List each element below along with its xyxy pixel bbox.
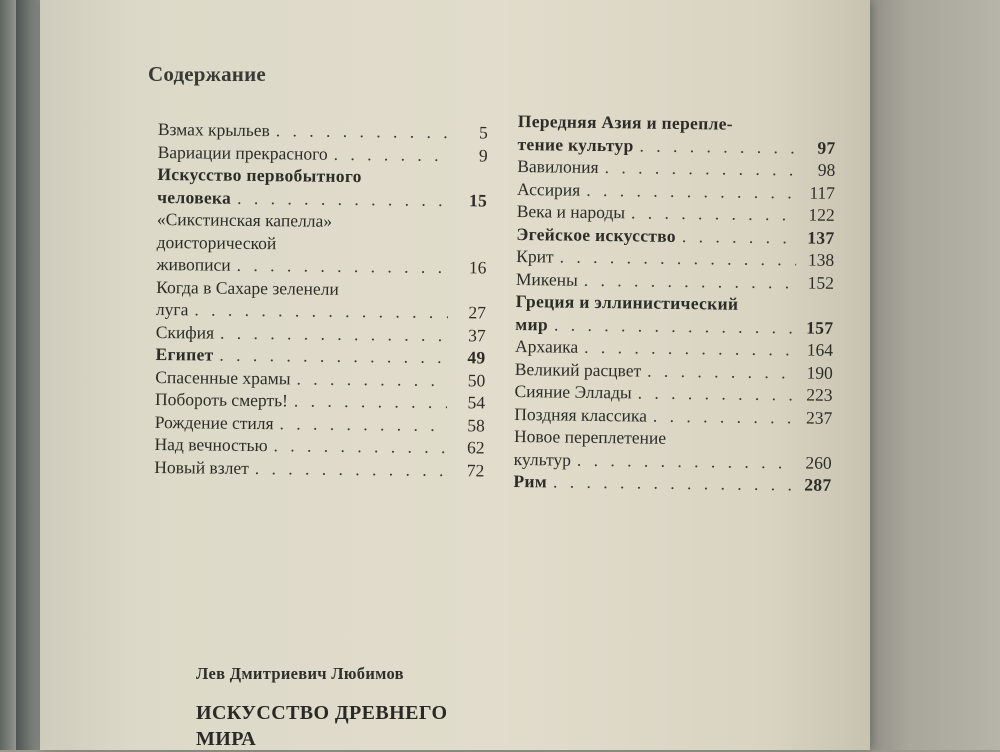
toc-page-number: 260	[805, 452, 832, 473]
toc-entry	[156, 208, 487, 279]
toc-line	[513, 470, 831, 496]
toc-entry-title: Рим	[513, 470, 548, 492]
toc-entry-title: Крит	[516, 245, 554, 267]
contents-heading: Содержание	[148, 62, 266, 86]
toc-page-number: 190	[806, 362, 833, 383]
toc-entry-title: Века и народы	[516, 200, 626, 223]
toc-entry-title: Когда в Сахаре зеленели	[156, 276, 339, 299]
dot-leader	[214, 321, 448, 346]
dot-leader	[578, 336, 795, 361]
toc-entry-title: Искусство первобытного	[157, 163, 362, 187]
toc-page-number: 72	[466, 459, 485, 480]
dot-leader	[554, 245, 797, 270]
toc-page-number: 223	[806, 384, 833, 405]
dot-leader	[267, 434, 446, 458]
dot-leader	[231, 186, 449, 211]
background-right	[862, 0, 1000, 750]
dot-leader	[599, 156, 798, 181]
toc-column-left	[154, 118, 488, 481]
dot-leader	[578, 268, 796, 293]
toc-page-number: 50	[467, 369, 486, 390]
toc-page-number: 58	[467, 414, 485, 435]
toc-page-number: 27	[468, 302, 487, 323]
toc-entry-title: Микены	[515, 268, 578, 290]
toc-page-number: 9	[478, 144, 488, 165]
book-title-line-2: МИРА	[196, 728, 257, 750]
toc-entry-title: Рождение стиля	[154, 411, 274, 433]
toc-entry-title: живописи	[156, 253, 231, 275]
toc-page-number: 152	[807, 272, 835, 293]
dot-leader	[632, 381, 795, 405]
toc-entry-title: Спасенные храмы	[155, 366, 291, 388]
toc-entry-title: Египет	[155, 343, 214, 365]
dot-leader	[213, 344, 447, 369]
toc-entry-title: Ассирия	[516, 178, 581, 200]
toc-page-number: 5	[479, 122, 488, 143]
toc-page-number: 98	[817, 159, 836, 180]
dot-leader	[290, 367, 447, 391]
toc-entry	[156, 275, 486, 323]
dot-leader	[274, 412, 447, 436]
toc-page-number: 97	[817, 137, 836, 158]
toc-entry-title: Эгейское искусство	[516, 223, 677, 246]
toc-entry-title: Архаика	[514, 335, 579, 357]
toc-entry-title: Сияние Эллады	[514, 380, 632, 403]
dot-leader	[580, 178, 797, 203]
toc-entry	[154, 455, 484, 481]
toc-page-number: 62	[466, 437, 485, 458]
toc-entry-title: Над вечностью	[154, 433, 268, 456]
toc-page-number: 287	[804, 474, 832, 495]
toc-page-number: 138	[807, 249, 835, 270]
toc-entry-title: луга	[155, 298, 189, 320]
toc-entry-title: мир	[515, 313, 549, 334]
toc-entry-title: Взмах крыльев	[157, 118, 270, 141]
toc-entry-title: «Сикстинская капелла»	[156, 208, 333, 231]
toc-entry-title: Передняя Азия и перепле-	[517, 110, 733, 134]
dot-leader	[270, 119, 450, 143]
toc-entry-title: Поздняя классика	[514, 403, 648, 426]
toc-entry-title: культур	[513, 448, 572, 470]
toc-entry-title: доисторической	[156, 231, 277, 253]
dot-leader	[328, 142, 450, 166]
book-title	[196, 700, 556, 752]
dot-leader	[231, 254, 449, 279]
toc-entry	[517, 110, 836, 159]
dot-leader	[249, 456, 447, 481]
toc-entry	[514, 425, 833, 474]
toc-page-number: 137	[807, 227, 835, 248]
toc-entry-title: Греция и эллинистический	[515, 290, 739, 314]
toc-page-number: 49	[467, 347, 486, 368]
toc-page-number: 122	[808, 204, 835, 225]
toc-entry	[515, 290, 834, 339]
toc-page-number: 15	[468, 189, 488, 210]
dot-leader	[633, 134, 797, 159]
dot-leader	[288, 389, 447, 413]
toc-entry-title: Новое переплетение	[513, 425, 667, 448]
toc-page-number: 157	[806, 317, 834, 338]
dot-leader	[548, 313, 796, 339]
toc-page-number: 237	[805, 407, 833, 428]
dot-leader	[676, 224, 797, 248]
dot-leader	[625, 201, 797, 226]
toc-line	[154, 455, 484, 481]
toc-entry-title: Скифия	[155, 321, 215, 343]
toc-page-number: 164	[806, 339, 834, 360]
toc-entry-title: Побороть смерть!	[154, 388, 289, 411]
dot-leader	[571, 448, 794, 473]
toc-entry-title: Великий расцвет	[514, 358, 642, 381]
toc-column-right	[513, 110, 836, 496]
toc-page-number: 16	[468, 257, 487, 278]
dot-leader	[647, 404, 795, 428]
toc-entry-title: тение культур	[517, 133, 634, 155]
toc-entry-title: Вариации прекрасного	[157, 141, 328, 164]
dot-leader	[547, 470, 794, 496]
toc-entry	[513, 470, 831, 496]
toc-entry-title: Вавилония	[517, 155, 599, 177]
toc-entry	[157, 163, 487, 211]
dot-leader	[188, 298, 448, 323]
toc-page-number: 37	[468, 324, 486, 345]
dot-leader	[641, 359, 795, 383]
toc-page-number: 117	[809, 182, 836, 203]
toc-entry-title: Новый взлет	[154, 456, 249, 478]
toc-page-number: 54	[467, 392, 486, 413]
book-title-line-1: ИСКУССТВО ДРЕВНЕГО	[196, 702, 448, 724]
toc-entry-title: человека	[157, 186, 232, 208]
author-name: Лев Дмитриевич Любимов	[196, 664, 404, 683]
